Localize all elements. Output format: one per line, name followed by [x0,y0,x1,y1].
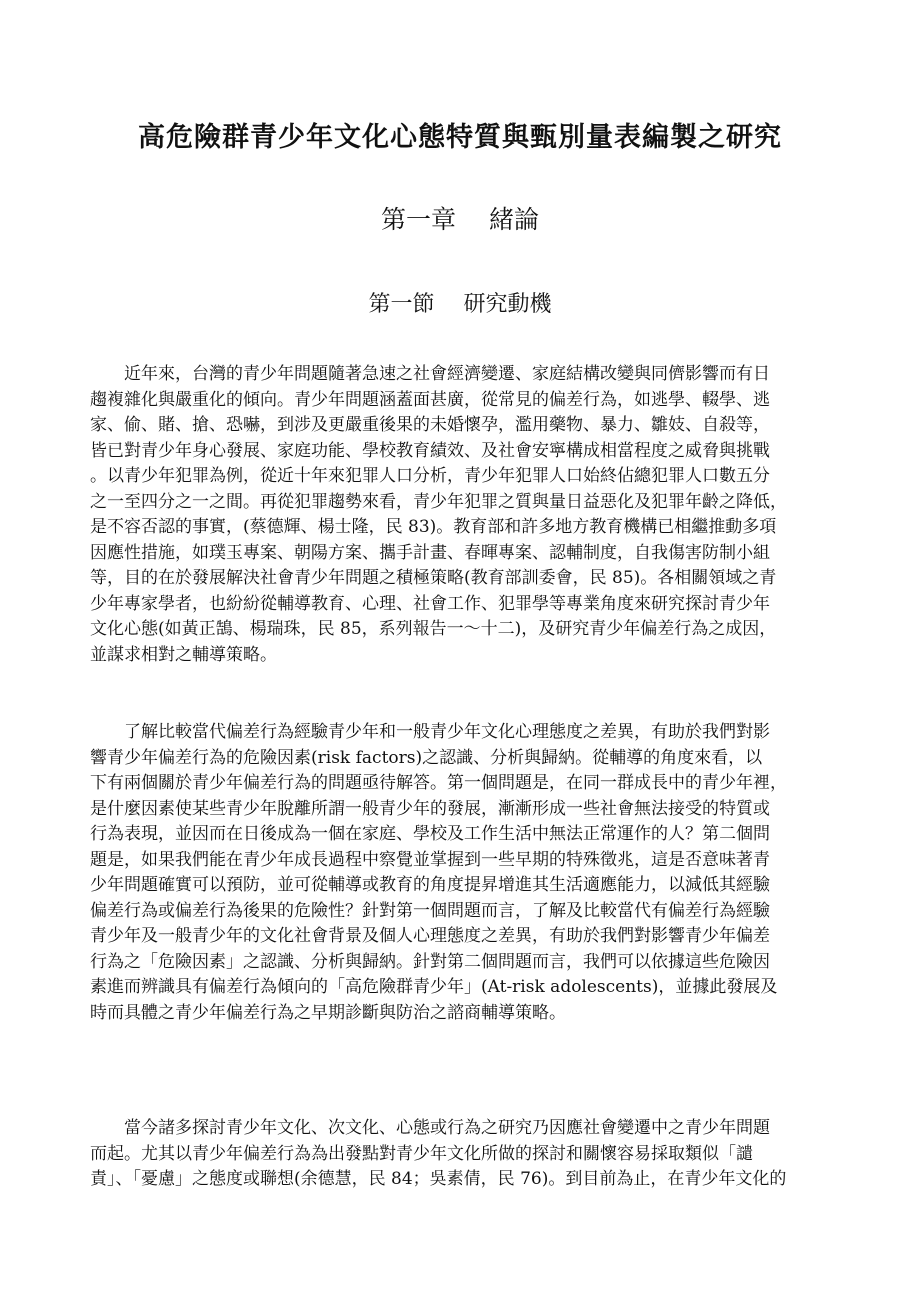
paragraph-line: 少年問題確實可以預防，並可從輔導或教育的角度提昇增進其生活適應能力，以減低其經驗 [90,875,770,895]
paragraph-line: 時而具體之青少年偏差行為之早期診斷與防治之諮商輔導策略。 [90,1002,566,1023]
paragraph-line: 責」、「憂慮」之態度或聯想(余德慧，民 84；吳素倩，民 76)。到目前為止，在青少年文化的 [90,1169,787,1189]
paragraph-3 [90,1116,830,1193]
paragraph-line: 是什麼因素使某些青少年脫離所謂一般青少年的發展，漸漸形成一些社會無法接受的特質或 [90,798,770,819]
paragraph-2 [90,720,830,1026]
paragraph-line: 了解比較當代偏差行為經驗青少年和一般青少年文化心理態度之差異，有助於我們對影 [90,722,770,742]
paragraph-line: 響青少年偏差行為的危險因素(risk factors)之認識、分析與歸納。從輔導的角度來看，以 [90,747,763,768]
paragraph-line: 皆已對青少年身心發展、家庭功能、學校教育績效、及社會安寧構成相當程度之威脅與挑戰 [90,440,770,461]
paragraph-line: 近年來，台灣的青少年問題隨著急速之社會經濟變遷、家庭結構改變與同儕影響而有日 [90,364,770,384]
paragraph-line: 而起。尤其以青少年偏差行為為出發點對青少年文化所做的探討和關懷容易採取類似「譴 [90,1143,753,1164]
paragraph-line: 等，目的在於發展解決社會青少年問題之積極策略(教育部訓委會，民 85)。各相關領域之青 [90,568,777,588]
paragraph-1 [90,362,830,668]
section-heading: 第一節 研究動機 [368,292,552,317]
paragraph-line: 是不容否認的事實，(蔡德輝、楊士隆，民 83)。教育部和許多地方教育機構已相繼推動多項 [90,517,777,537]
paragraph-line: 並謀求相對之輔導策略。 [90,644,277,665]
paragraph-line: 下有兩個關於青少年偏差行為的問題亟待解答。第一個問題是，在同一群成長中的青少年裡， [90,773,787,793]
paragraph-line: 行為之「危險因素」之認識、分析與歸納。針對第二個問題而言，我們可以依據這些危險因 [90,951,770,972]
paragraph-line: 家、偷、賭、搶、恐嚇，到涉及更嚴重後果的未婚懷孕，濫用藥物、暴力、雛妓、自殺等， [90,415,770,435]
paragraph-line: 之一至四分之一之間。再從犯罪趨勢來看，青少年犯罪之質與量日益惡化及犯罪年齡之降低， [90,491,787,512]
paragraph-line: 少年專家學者，也紛紛從輔導教育、心理、社會工作、犯罪學等專業角度來研究探討青少年 [90,593,770,614]
paragraph-line: 因應性措施，如璞玉專案、朝陽方案、攜手計畫、春暉專案、認輔制度，自我傷害防制小組 [90,542,770,563]
paragraph-line: 行為表現，並因而在日後成為一個在家庭、學校及工作生活中無法正常運作的人？第二個問 [90,824,770,844]
chapter-heading: 第一章 緒論 [381,205,539,234]
paragraph-line: 當今諸多探討青少年文化、次文化、心態或行為之研究乃因應社會變遷中之青少年問題 [90,1118,770,1138]
paragraph-line: 偏差行為或偏差行為後果的危險性？針對第一個問題而言，了解及比較當代有偏差行為經驗 [90,900,770,921]
paragraph-line: 文化心態(如黃正鵠、楊瑞珠，民 85，系列報告一～十二)，及研究青少年偏差行為之成因， [90,619,777,639]
paragraph-line: 題是，如果我們能在青少年成長過程中察覺並掌握到一些早期的特殊徵兆，這是否意味著青 [90,849,770,870]
document-title: 高危險群青少年文化心態特質與甄別量表編製之研究 [138,122,782,153]
paragraph-line: 。以青少年犯罪為例，從近十年來犯罪人口分析，青少年犯罪人口始終佔總犯罪人口數五分 [90,466,770,486]
paragraph-line: 青少年及一般青少年的文化社會背景及個人心理態度之差異，有助於我們對影響青少年偏差 [90,926,770,946]
paragraph-line: 趨複雜化與嚴重化的傾向。青少年問題涵蓋面甚廣，從常見的偏差行為，如逃學、輟學、逃 [90,389,770,410]
paragraph-line: 素進而辨識具有偏差行為傾向的「高危險群青少年」(At-risk adolescents)，並據此發展及 [90,977,778,997]
